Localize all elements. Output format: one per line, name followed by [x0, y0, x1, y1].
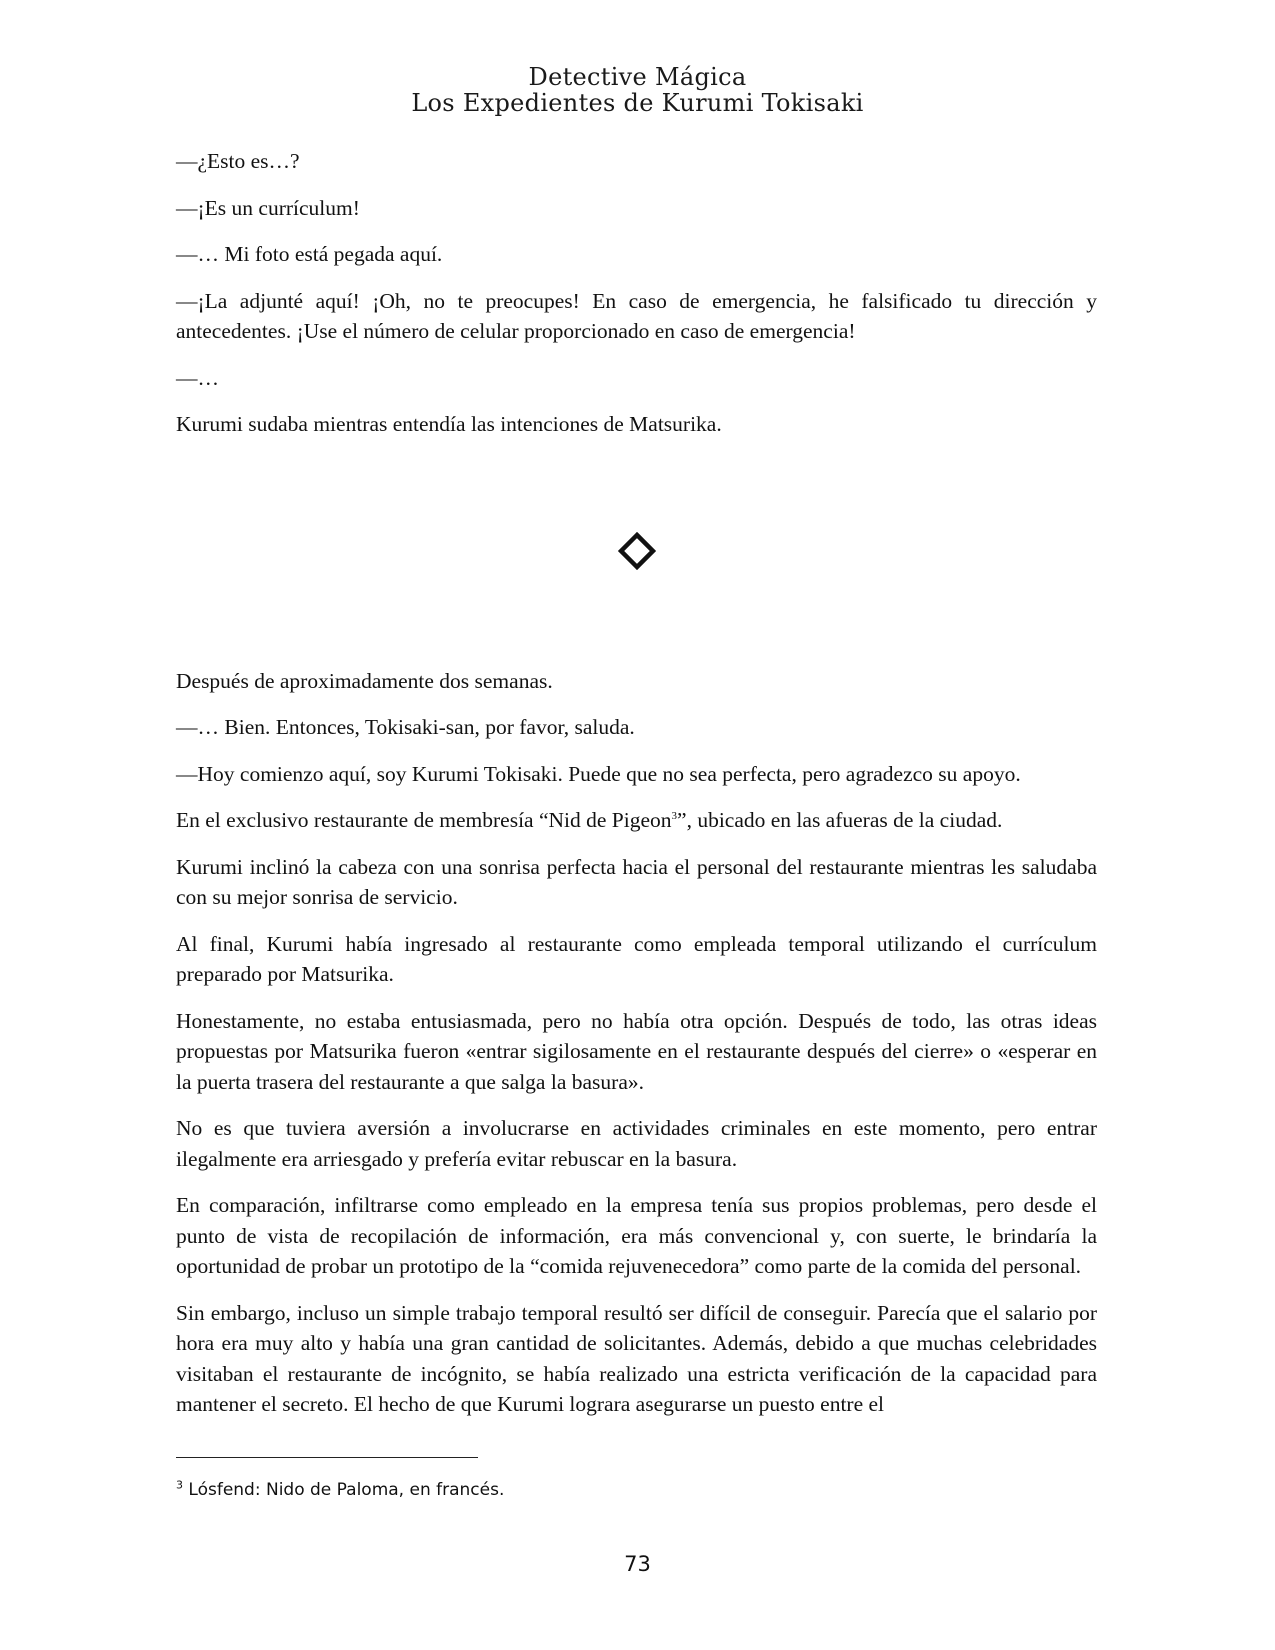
paragraph: Kurumi sudaba mientras entendía las intenciones de Matsurika.: [176, 412, 722, 436]
paragraph: Kurumi inclinó la cabeza con una sonrisa perfecta hacia el personal del restaurante mientras les saludaba con su mejor sonrisa de servicio.: [176, 854, 1097, 909]
body-text: [176, 146, 1097, 1436]
paragraph: En comparación, infiltrarse como empleado en la empresa tenía sus propios problemas, pero desde el punto de vista de recopilación de información, era más convencional y, con suerte, le brindaría la oportunidad de probar un prototipo de la “comida rejuvenecedora” como parte de la comida del personal.: [176, 1193, 1097, 1278]
section-gap: [176, 616, 1097, 666]
text-run: ”, ubicado en las afueras de la ciudad.: [677, 808, 1003, 832]
paragraph: Después de aproximadamente dos semanas.: [176, 668, 553, 693]
paragraph: Honestamente, no estaba entusiasmada, pero no había otra opción. Después de todo, las otras ideas propuestas por Matsurika fueron «entrar sigilosamente en el restaurante después del cierre» o «esperar en la puerta trasera del restaurante a que salga la basura».: [176, 1008, 1097, 1094]
paragraph: —¡Es un currículum!: [176, 195, 360, 220]
footnote-reference[interactable]: 3: [671, 809, 678, 822]
paragraph: —¡La adjunté aquí! ¡Oh, no te preocupes! En caso de emergencia, he falsificado tu dirección y antecedentes. ¡Use el número de celular proporcionado en caso de emergencia!: [176, 288, 1097, 343]
running-header: [0, 64, 1275, 116]
paragraph: —…: [176, 365, 219, 390]
footnote-text: Lósfend: Nido de Paloma, en francés.: [188, 1480, 505, 1500]
paragraph: Al final, Kurumi había ingresado al restaurante como empleada temporal utilizando el currículum preparado por Matsurika.: [176, 931, 1097, 986]
book-subtitle: Los Expedientes de Kurumi Tokisaki: [411, 89, 864, 117]
paragraph: No es que tuviera aversión a involucrarse en actividades criminales en este momento, pero entrar ilegalmente era arriesgado y prefería evitar rebuscar en la basura.: [176, 1116, 1097, 1171]
paragraph-with-footnote: [176, 805, 1097, 836]
page-number: 73: [624, 1552, 651, 1576]
diamond-outline-icon: [618, 532, 656, 570]
paragraph: —… Bien. Entonces, Tokisaki-san, por favor, saluda.: [176, 715, 635, 739]
paragraph: Sin embargo, incluso un simple trabajo temporal resultó ser difícil de conseguir. Parecía que el salario por hora era muy alto y había una gran cantidad de solicitantes. Además, debido a que muchas celebridades visitaban el restaurante de incógnito, se había realizado una estricta verificación de la capacidad para mantener el secreto. El hecho de que Kurumi lograra asegurarse un puesto entre el: [176, 1300, 1097, 1416]
paragraph: —… Mi foto está pegada aquí.: [176, 242, 443, 266]
paragraph: —¿Esto es…?: [176, 149, 300, 173]
section-gap: [176, 456, 1097, 532]
footnote: [176, 1478, 876, 1502]
paragraph: —Hoy comienzo aquí, soy Kurumi Tokisaki. Puede que no sea perfecta, pero agradezco su apoyo.: [176, 761, 1021, 786]
scene-separator: [176, 532, 1097, 616]
footnote-number: 3: [176, 1478, 183, 1492]
text-run: En el exclusivo restaurante de membresía “Nid de Pigeon: [176, 808, 672, 832]
footnote-divider: [176, 1457, 478, 1458]
book-title: Detective Mágica: [528, 63, 747, 91]
